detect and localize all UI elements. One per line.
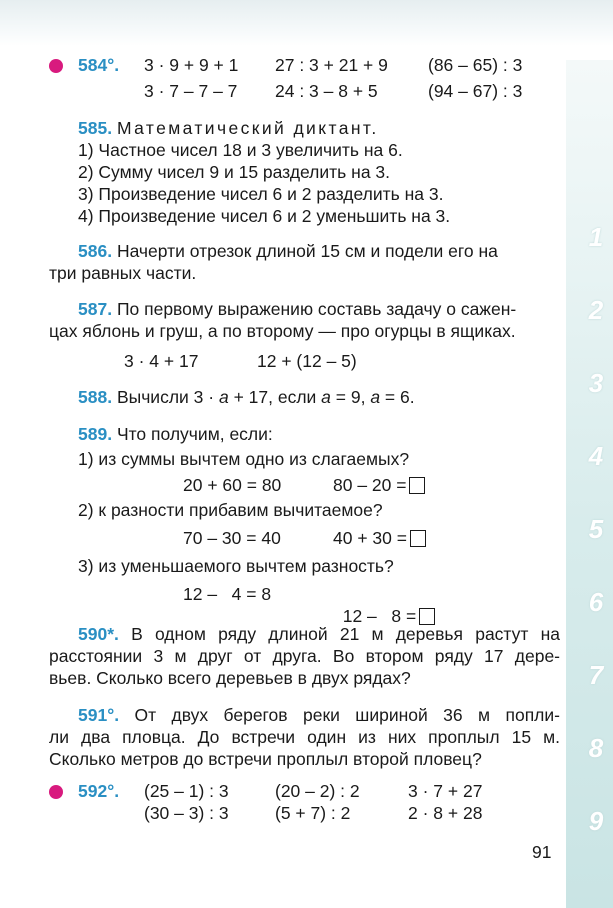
- sidebar-tab-6[interactable]: 6: [588, 587, 604, 617]
- list-item: 3) Произведение чисел 6 и 2 разделить на 3.: [78, 184, 444, 204]
- list-item: 4) Произведение чисел 6 и 2 уменьшить на 3.: [78, 206, 451, 226]
- sidebar-tab-1[interactable]: 1: [588, 222, 604, 252]
- problem-590-text: В одном ряду длиной 21 м деревья растут на: [131, 624, 560, 644]
- top-band: [0, 0, 613, 46]
- expression: (94 – 67) : 3: [428, 81, 523, 101]
- problem-589-number: 589.: [78, 424, 113, 444]
- problem-587-text: По первому выражению составь задачу о сажен-: [116, 299, 517, 319]
- expression: 12 – 8 =: [342, 606, 417, 626]
- expression: (30 – 3) : 3: [144, 803, 229, 823]
- expression: 24 : 3 – 8 + 5: [275, 81, 378, 101]
- problem-589-question-1: 1) из суммы вычтем одно из слагаемых?: [78, 449, 410, 469]
- expression: 20 + 60 = 80: [183, 475, 282, 495]
- problem-587-line1: [78, 298, 516, 320]
- problem-591-number: 591°.: [78, 705, 120, 725]
- problem-592-number: 592°.: [78, 781, 120, 801]
- answer-box[interactable]: [409, 477, 425, 494]
- answer-expression: [333, 474, 425, 496]
- expression: (25 – 1) : 3: [144, 781, 229, 801]
- problem-588-text: + 17, если: [228, 387, 322, 407]
- problem-590-line1: [78, 623, 560, 645]
- variable-a: a: [321, 387, 331, 407]
- sidebar-tab-3[interactable]: 3: [588, 368, 604, 398]
- problem-591-text: От двух берегов реки шириной 36 м попли-: [134, 705, 560, 725]
- problem-587-number: 587.: [78, 299, 113, 319]
- expression: 12 + (12 – 5): [257, 351, 357, 371]
- problem-589-question-3: 3) из уменьшаемого вычтем разность?: [78, 556, 394, 576]
- problem-589-question-2: 2) к разности прибавим вычитаемое?: [78, 500, 383, 520]
- sidebar-tab-8[interactable]: 8: [588, 733, 604, 763]
- expression: 3 · 7 + 27: [408, 781, 483, 801]
- problem-587-line2: цах яблонь и груш, а по второму — про огурцы в ящиках.: [49, 321, 516, 341]
- sidebar-tab-2[interactable]: 2: [588, 295, 604, 325]
- variable-a: a: [218, 387, 229, 407]
- problem-588-line: [78, 386, 415, 408]
- expression: 70 – 30 = 40: [183, 528, 281, 548]
- expression: (20 – 2) : 2: [275, 781, 360, 801]
- problem-591-line1: [78, 704, 560, 726]
- expression: 27 : 3 + 21 + 9: [275, 55, 388, 75]
- page-number: 91: [532, 842, 552, 862]
- problem-586-number: 586.: [78, 241, 113, 261]
- problem-591-line2: ли два пловца. До встречи один из них проплыл 15 м.: [49, 727, 560, 747]
- problem-590-line3: вьев. Сколько всего деревьев в двух рядах?: [49, 668, 411, 688]
- expression: 3 · 9 + 9 + 1: [144, 55, 239, 75]
- expression: 12 – 4 = 8: [183, 584, 272, 604]
- answer-expression: [333, 583, 435, 627]
- problem-585-title: Математический диктант.: [116, 118, 379, 138]
- expression: 3 · 7 – 7 – 7: [144, 81, 238, 101]
- list-item: 2) Сумму чисел 9 и 15 разделить на 3.: [78, 162, 391, 182]
- problem-591-line3: Сколько метров до встречи проплыл второй пловец?: [49, 749, 482, 769]
- problem-589-line: [78, 423, 273, 445]
- bullet-icon: [49, 59, 63, 73]
- problem-590-line2: расстоянии 3 м друг от друга. Во втором ряду 17 дере-: [49, 646, 560, 666]
- expression: 2 · 8 + 28: [408, 803, 483, 823]
- expression: (5 + 7) : 2: [275, 803, 351, 823]
- problem-586-text: Начерти отрезок длиной 15 см и подели его на: [116, 241, 498, 261]
- problem-588-number: 588.: [78, 387, 113, 407]
- problem-584-number: 584°.: [78, 55, 120, 75]
- problem-588-text: = 6.: [380, 387, 415, 407]
- problem-585-number: 585.: [78, 118, 113, 138]
- problem-589-intro: Что получим, если:: [116, 424, 273, 444]
- problem-588-text: = 9,: [330, 387, 371, 407]
- answer-box[interactable]: [410, 530, 426, 547]
- sidebar-tab-5[interactable]: 5: [588, 514, 604, 544]
- problem-586-line2: три равных части.: [49, 263, 197, 283]
- expression: 40 + 30 =: [333, 528, 407, 548]
- problem-586-line1: [78, 240, 498, 262]
- list-item: 1) Частное чисел 18 и 3 увеличить на 6.: [78, 140, 403, 160]
- problem-585-heading: [78, 117, 379, 139]
- variable-a: a: [370, 387, 381, 407]
- chapter-sidebar: [566, 60, 613, 908]
- problem-590-number: 590*.: [78, 624, 119, 644]
- problem-588-text: Вычисли 3 ·: [116, 387, 219, 407]
- sidebar-tab-9[interactable]: 9: [588, 806, 604, 836]
- sidebar-tab-7[interactable]: 7: [588, 660, 604, 690]
- expression: 3 · 4 + 17: [124, 351, 199, 371]
- sidebar-tab-4[interactable]: 4: [588, 441, 604, 471]
- bullet-icon: [49, 785, 63, 799]
- expression: (86 – 65) : 3: [428, 55, 523, 75]
- answer-expression: [333, 527, 426, 549]
- expression: 80 – 20 =: [333, 475, 407, 495]
